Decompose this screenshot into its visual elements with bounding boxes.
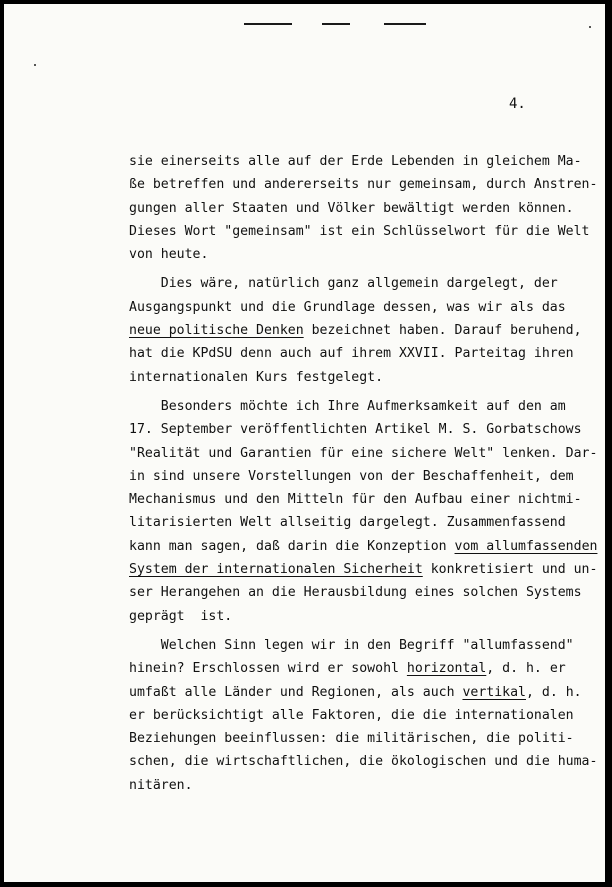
text-line bbox=[129, 657, 569, 680]
text-segment: Welchen Sinn legen wir in den Begriff "allumfassend" bbox=[129, 637, 574, 653]
page-number: 4. bbox=[509, 96, 526, 112]
text-line bbox=[129, 465, 574, 488]
underlined-phrase: System der internationalen Sicherheit bbox=[129, 562, 423, 578]
scan-mark bbox=[244, 23, 292, 25]
text-segment: Besonders möchte ich Ihre Aufmerksamkeit auf den am bbox=[129, 398, 566, 414]
text-line bbox=[129, 681, 582, 704]
underlined-phrase: vom allumfassenden bbox=[454, 538, 598, 554]
text-segment: bezeichnet haben. Darauf beruhend, bbox=[303, 323, 582, 339]
text-line bbox=[129, 605, 569, 628]
text-segment: internationalen Kurs festgelegt. bbox=[129, 369, 384, 385]
text-line bbox=[129, 342, 574, 365]
text-segment: Dieses Wort "gemeinsam" ist ein Schlüsselwort für die Welt bbox=[129, 223, 590, 239]
text-line bbox=[129, 243, 569, 266]
underlined-phrase: neue politische Denken bbox=[129, 323, 304, 339]
text-line bbox=[129, 296, 569, 319]
text-segment: ser Herangehen an die Herausbildung eines solchen Systems bbox=[129, 585, 582, 601]
text-line bbox=[129, 704, 574, 727]
text-segment: , d. h. er bbox=[486, 661, 566, 677]
text-segment: Dies wäre, natürlich ganz allgemein dargelegt, der bbox=[129, 276, 558, 292]
text-line bbox=[129, 418, 582, 441]
text-line bbox=[129, 395, 569, 418]
body-text bbox=[129, 150, 598, 797]
scan-speck bbox=[589, 26, 591, 28]
text-segment: Beziehungen beeinflussen: die militärischen, die politi- bbox=[129, 731, 574, 747]
text-segment: in sind unsere Vorstellungen von der Beschaffenheit, dem bbox=[129, 468, 574, 484]
text-line bbox=[129, 727, 574, 750]
text-line bbox=[129, 634, 574, 657]
text-line bbox=[129, 535, 598, 558]
text-line bbox=[129, 750, 598, 773]
scan-speck bbox=[34, 64, 36, 66]
paragraph bbox=[129, 634, 598, 797]
text-line bbox=[129, 442, 598, 465]
text-line bbox=[129, 150, 582, 173]
text-line bbox=[129, 220, 590, 243]
text-segment: , d. h. bbox=[526, 684, 582, 700]
text-segment: gungen aller Staaten und Völker bewältigt werden können. bbox=[129, 200, 574, 216]
text-segment: Mechanismus und den Mitteln für den Aufbau einer nichtmi- bbox=[129, 492, 582, 508]
text-segment: hat die KPdSU denn auch auf ihrem XXVII. Parteitag ihren bbox=[129, 346, 574, 362]
text-line bbox=[129, 366, 569, 389]
paragraph bbox=[129, 150, 598, 266]
text-segment: litarisierten Welt allseitig dargelegt. Zusammenfassend bbox=[129, 515, 566, 531]
text-segment: kann man sagen, daß darin die Konzeption bbox=[129, 538, 455, 554]
text-segment: ße betreffen und andererseits nur gemeinsam, durch Anstren- bbox=[129, 177, 598, 193]
scan-mark bbox=[322, 23, 350, 25]
paragraph bbox=[129, 272, 582, 388]
document-page bbox=[4, 4, 605, 882]
underlined-phrase: vertikal bbox=[462, 684, 526, 700]
text-line bbox=[129, 558, 598, 581]
text-line bbox=[129, 774, 569, 797]
text-line bbox=[129, 581, 582, 604]
text-segment: konkretisiert und un- bbox=[422, 562, 598, 578]
underlined-phrase: horizontal bbox=[406, 661, 487, 677]
text-line bbox=[129, 488, 582, 511]
text-segment: er berücksichtigt alle Faktoren, die die internationalen bbox=[129, 707, 574, 723]
paragraph bbox=[129, 395, 598, 628]
text-line bbox=[129, 319, 582, 342]
text-segment: hinein? Erschlossen wird er sowohl bbox=[129, 661, 407, 677]
text-segment: umfaßt alle Länder und Regionen, als auch bbox=[129, 684, 463, 700]
text-line bbox=[129, 173, 598, 196]
text-segment: "Realität und Garantien für eine sichere Welt" lenken. Dar- bbox=[129, 445, 598, 461]
text-line bbox=[129, 272, 569, 295]
scan-mark bbox=[384, 23, 426, 25]
text-segment: sie einerseits alle auf der Erde Lebenden in gleichem Ma- bbox=[129, 154, 582, 169]
text-segment: nitären. bbox=[129, 777, 193, 793]
text-line bbox=[129, 511, 569, 534]
text-segment: Ausgangspunkt und die Grundlage dessen, was wir als das bbox=[129, 299, 566, 315]
text-segment: von heute. bbox=[129, 247, 209, 263]
text-segment: 17. September veröffentlichten Artikel M. S. Gorbatschows bbox=[129, 422, 582, 438]
text-line bbox=[129, 197, 574, 220]
text-segment: schen, die wirtschaftlichen, die ökologischen und die huma- bbox=[129, 754, 598, 770]
text-segment: geprägt ist. bbox=[129, 608, 233, 624]
